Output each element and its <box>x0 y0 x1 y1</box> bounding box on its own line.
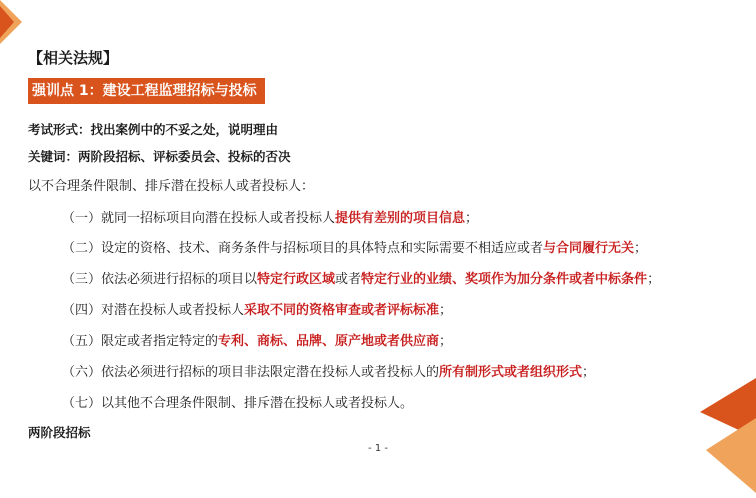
item-tail: ； <box>634 241 648 256</box>
item-highlight: 特定行政区域 <box>257 272 336 287</box>
item-highlight: 提供有差别的项目信息 <box>335 211 466 226</box>
item-highlight: 特定行业的业绩、奖项作为加分条件或者中标条件 <box>361 272 648 287</box>
item-text: （六）依法必须进行招标的项目非法限定潜在投标人或者投标人的 <box>62 365 440 380</box>
item-text: （四）对潜在投标人或者投标人 <box>62 303 245 318</box>
corner-decoration-bottom-right <box>696 378 756 498</box>
list-item <box>62 392 413 411</box>
item-tail: ； <box>439 303 453 318</box>
item-text: （一）就同一招标项目向潜在投标人或者投标人 <box>62 211 336 226</box>
list-item <box>62 237 647 256</box>
list-item <box>62 268 660 287</box>
subsection-title: 两阶段招标 <box>28 425 91 440</box>
item-text-mid: 或者 <box>335 272 362 287</box>
item-highlight: 采取不同的资格审查或者评标标准 <box>244 303 440 318</box>
section-heading: 【相关法规】 <box>28 49 119 67</box>
list-item <box>62 361 595 380</box>
corner-decoration-top-left <box>0 0 30 50</box>
item-tail: ； <box>647 272 661 287</box>
item-text: （七）以其他不合理条件限制、排斥潜在投标人或者投标人。 <box>62 396 414 411</box>
keywords-line: 关键词：两阶段招标、评标委员会、投标的否决 <box>28 149 291 164</box>
list-item <box>62 207 478 226</box>
page-number: - 1 - <box>368 443 388 454</box>
item-highlight: 专利、商标、品牌、原产地或者供应商 <box>218 334 440 349</box>
item-highlight: 与合同履行无关 <box>543 241 635 256</box>
item-text: （三）依法必须进行招标的项目以 <box>62 272 258 287</box>
item-tail: ； <box>439 334 453 349</box>
list-item <box>62 299 452 318</box>
item-tail: ； <box>582 365 596 380</box>
list-item <box>62 330 452 349</box>
item-text: （二）设定的资格、技术、商务条件与招标项目的具体特点和实际需要不相适应或者 <box>62 241 544 256</box>
item-tail: ； <box>465 211 479 226</box>
topic-banner: 强训点 1：建设工程监理招标与投标 <box>28 78 265 104</box>
exam-form-line: 考试形式：找出案例中的不妥之处，说明理由 <box>28 122 279 137</box>
intro-line: 以不合理条件限制、排斥潜在投标人或者投标人： <box>28 179 315 194</box>
item-text: （五）限定或者指定特定的 <box>62 334 219 349</box>
item-highlight: 所有制形式或者组织形式 <box>439 365 583 380</box>
